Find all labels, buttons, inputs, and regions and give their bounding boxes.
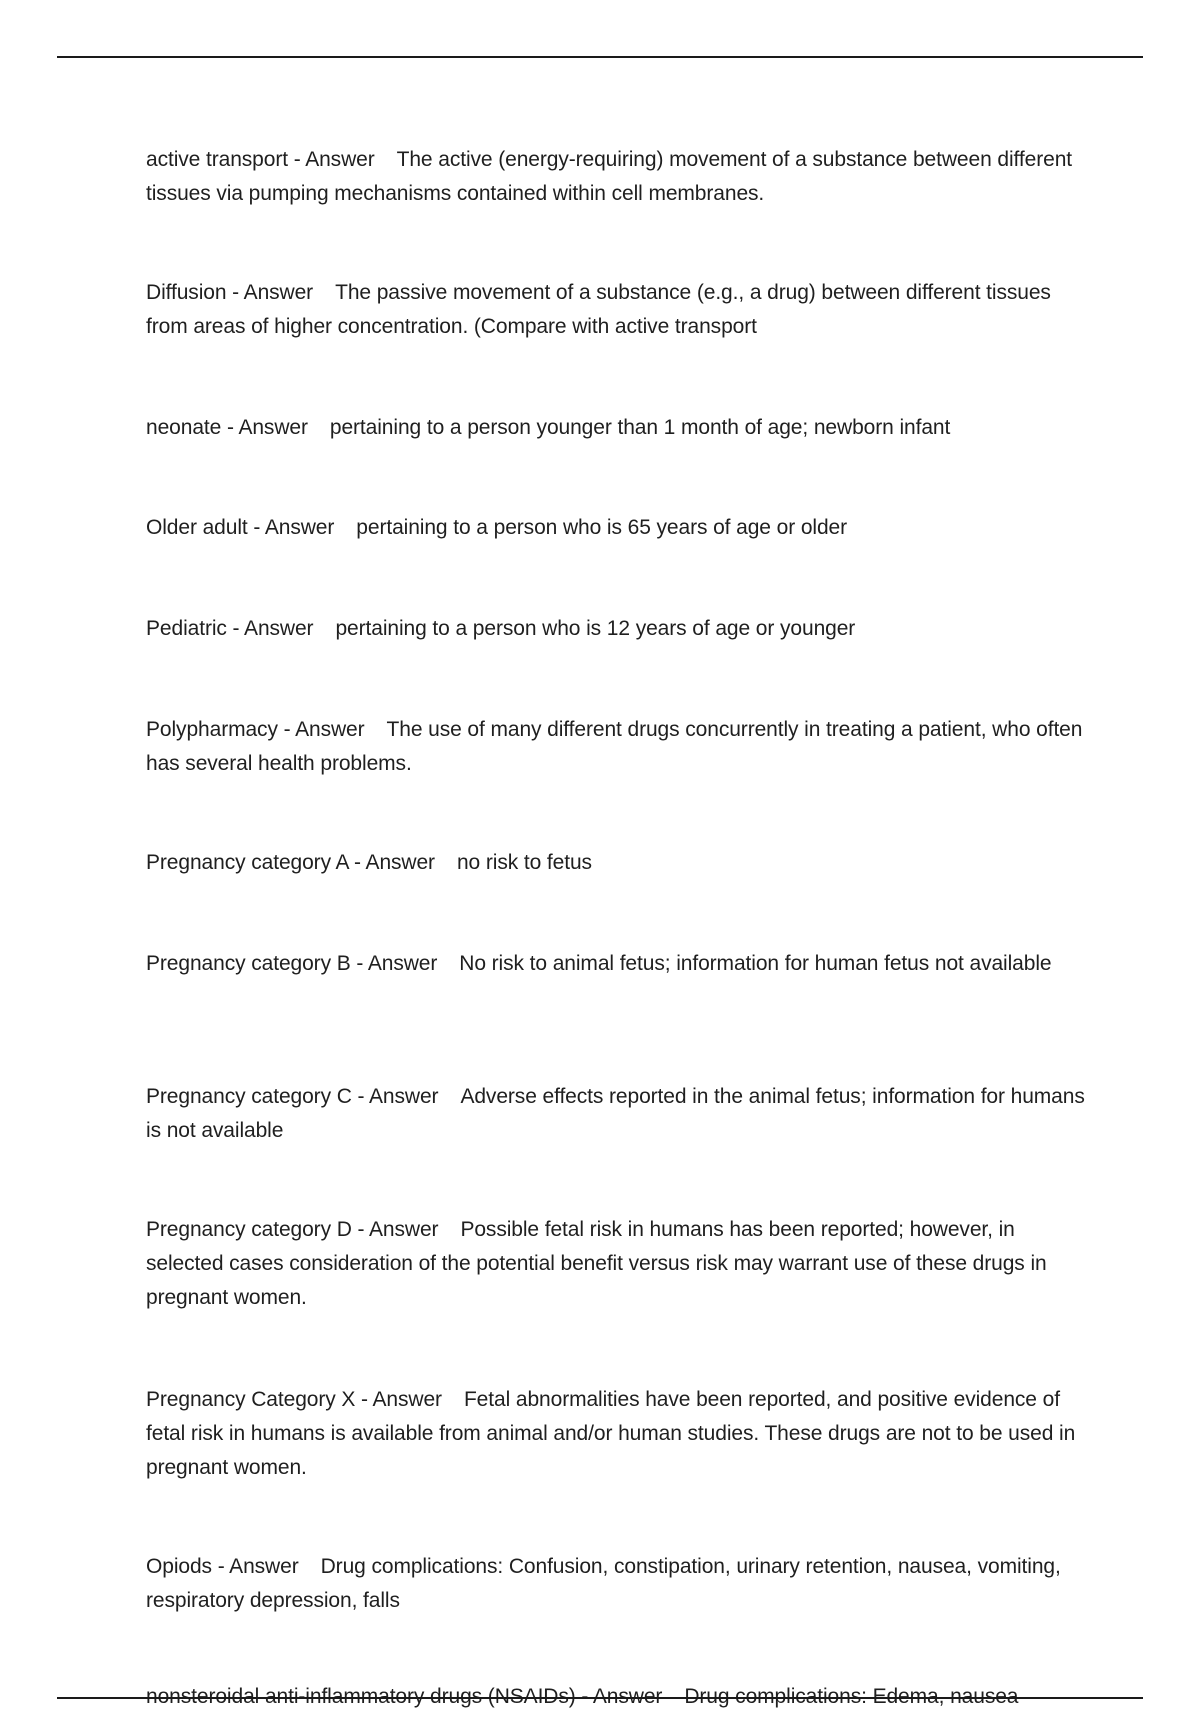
entry-definition: pertaining to a person who is 65 years of age or older — [356, 516, 848, 539]
entry-definition: pertaining to a person younger than 1 month of age; newborn infant — [329, 416, 951, 439]
entry-definition: Possible fetal risk in humans has been reported; however, in selected cases consideration of the potential benefit versus risk may warrant use of these drugs in pregnant women. — [146, 1218, 1047, 1309]
entry-term: Older adult - — [146, 516, 265, 539]
entry-answer-label: Answer — [229, 1555, 299, 1578]
entry-term: neonate - — [146, 416, 238, 439]
entry-term: Pregnancy category B - — [146, 952, 368, 975]
entry-term: Pregnancy Category X - — [146, 1388, 373, 1411]
page-bottom-rule — [57, 1697, 1143, 1699]
flashcard-entry — [146, 612, 1091, 646]
entry-answer-label: Answer — [238, 416, 308, 439]
flashcard-entry — [146, 846, 1091, 880]
entry-term: Polypharmacy - — [146, 718, 295, 741]
entry-answer-label: Answer — [372, 1388, 442, 1411]
flashcard-entry — [146, 143, 1091, 211]
flashcard-entry — [146, 511, 1091, 545]
entry-answer-label: Answer — [243, 281, 314, 304]
entry-answer-label: Answer — [264, 516, 335, 539]
entry-definition: The passive movement of a substance (e.g., a drug) between different tissues from areas of higher concentration. (Compare with active transport — [146, 281, 1051, 338]
entry-term: Diffusion - — [146, 281, 244, 304]
entry-term: Opiods - — [146, 1555, 229, 1578]
flashcard-entry — [146, 411, 1091, 445]
entry-definition: The active (energy-requiring) movement of a substance between different tissues via pumping mechanisms contained within cell membranes. — [146, 148, 1073, 205]
entry-definition: no risk to fetus — [456, 851, 592, 874]
flashcard-entry — [146, 1383, 1091, 1485]
flashcard-entry — [146, 1550, 1091, 1618]
flashcard-entry — [146, 713, 1091, 781]
flashcard-entry — [146, 276, 1091, 344]
entry-answer-label: Answer — [369, 1085, 439, 1108]
entry-definition: Adverse effects reported in the animal fetus; information for humans is not available — [146, 1085, 1085, 1142]
flashcard-entry — [146, 1080, 1091, 1148]
entry-definition: pertaining to a person who is 12 years of age or younger — [335, 617, 856, 640]
entry-definition: No risk to animal fetus; information for human fetus not available — [459, 952, 1052, 975]
entry-definition: Fetal abnormalities have been reported, and positive evidence of fetal risk in humans is available from animal and/or human studies. These drugs are not to be used in pregnant women. — [146, 1388, 1076, 1479]
entry-answer-label: Answer — [295, 718, 365, 741]
entry-answer-label: Answer — [369, 1218, 439, 1241]
entry-answer-label: Answer — [367, 952, 438, 975]
flashcard-entry — [146, 1213, 1091, 1315]
page-top-rule — [57, 56, 1143, 58]
entry-term: Pediatric - — [146, 617, 244, 640]
entry-term: active transport - — [146, 148, 305, 171]
entry-answer-label: Answer — [305, 148, 375, 171]
flashcard-entry — [146, 947, 1091, 981]
entry-term: nonsteroidal anti-inflammatory drugs (NSAIDs) - — [146, 1685, 593, 1708]
entry-term: Pregnancy category D - — [146, 1218, 369, 1241]
entry-definition: Drug complications: Edema, nausea — [684, 1685, 1019, 1708]
entry-term: Pregnancy category C - — [146, 1085, 369, 1108]
entry-answer-label: Answer — [592, 1685, 663, 1708]
entry-definition: The use of many different drugs concurrently in treating a patient, who often has several health problems. — [146, 718, 1083, 775]
entry-term: Pregnancy category A - — [146, 851, 366, 874]
entry-answer-label: Answer — [365, 851, 435, 874]
entry-definition: Drug complications: Confusion, constipation, urinary retention, nausea, vomiting, respiratory depression, falls — [146, 1555, 1061, 1612]
entry-answer-label: Answer — [244, 617, 314, 640]
